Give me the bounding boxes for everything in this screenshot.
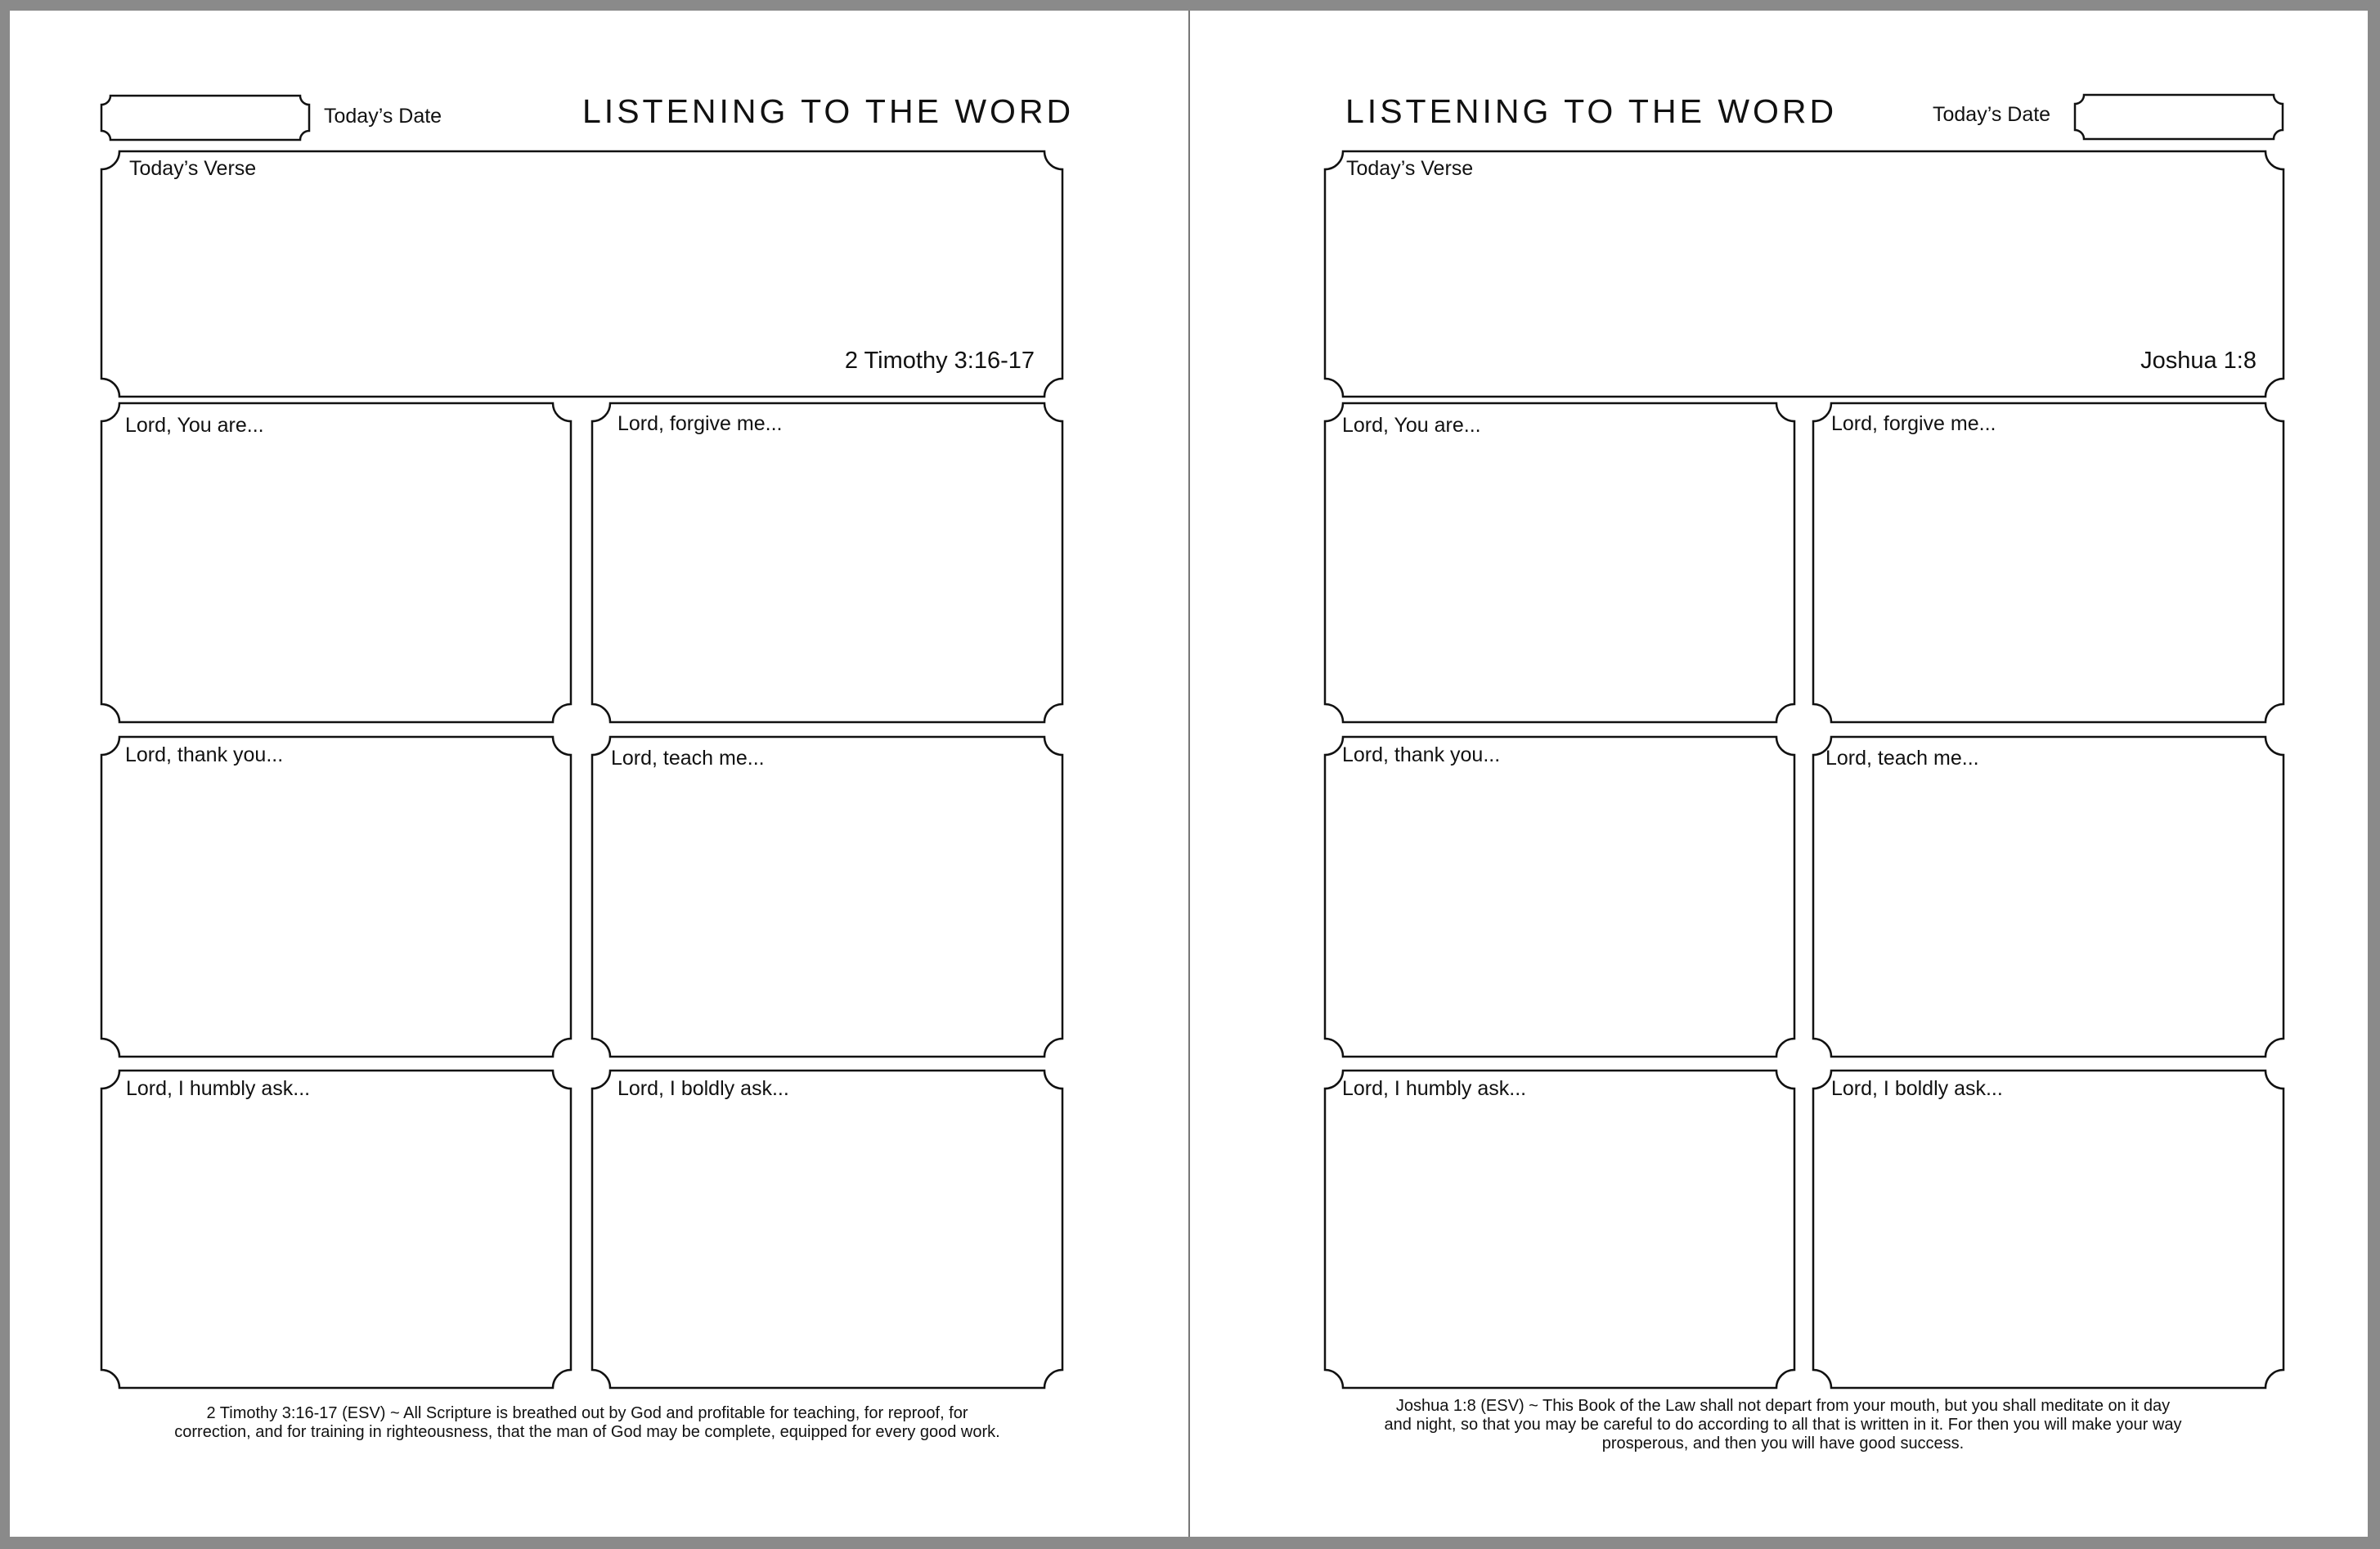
left-page	[10, 11, 1188, 1537]
prompt-box-outline	[1325, 737, 1794, 1057]
scripture-footer	[92, 1404, 1083, 1442]
prompt-box-outline	[101, 1071, 571, 1388]
date-field[interactable]	[2075, 93, 2283, 137]
prompt-forgive-me: Lord, forgive me...	[617, 412, 783, 435]
date-label: Today’s Date	[324, 105, 442, 128]
prompt-forgive-me: Lord, forgive me...	[1831, 412, 1996, 435]
prompt-box-outline	[1325, 403, 1794, 722]
prompt-humbly-ask: Lord, I humbly ask...	[126, 1077, 311, 1100]
prompt-box-outline	[1813, 737, 2283, 1057]
left-frames	[10, 11, 1188, 1537]
scripture-footer	[1313, 1397, 2253, 1453]
page-title: LISTENING TO THE WORD	[582, 92, 1075, 130]
prompt-you-are: Lord, You are...	[1342, 414, 1481, 437]
prompt-thank-you: Lord, thank you...	[1342, 743, 1501, 766]
prompt-boldly-ask: Lord, I boldly ask...	[617, 1077, 789, 1100]
prompt-box-outline	[1813, 403, 2283, 722]
prompt-boldly-ask: Lord, I boldly ask...	[1831, 1077, 2003, 1100]
prompt-teach-me: Lord, teach me...	[1825, 747, 1979, 770]
footer-line: 2 Timothy 3:16-17 (ESV) ~ All Scripture is breathed out by God and profitable for teaching, for reproof, for	[206, 1404, 968, 1422]
prompt-box-outline	[101, 737, 571, 1057]
footer-line: prosperous, and then you will have good success.	[1601, 1435, 1965, 1452]
date-label: Today’s Date	[1933, 103, 2051, 126]
verse-label: Today’s Verse	[1346, 157, 1474, 180]
footer-line: Joshua 1:8 (ESV) ~ This Book of the Law shall not depart from your mouth, but you shall meditate on it day	[1395, 1397, 2171, 1415]
prompt-box-outline	[1325, 1071, 1794, 1388]
verse-reference: Joshua 1:8	[2140, 348, 2257, 374]
prompt-box-outline	[592, 403, 1062, 722]
prompt-box-outline	[592, 1071, 1062, 1388]
prompt-box-outline	[1813, 1071, 2283, 1388]
verse-label: Today’s Verse	[129, 157, 257, 180]
prompt-teach-me: Lord, teach me...	[611, 747, 765, 770]
prompt-box-outline	[101, 403, 571, 722]
page-title: LISTENING TO THE WORD	[1345, 92, 1838, 130]
verse-reference: 2 Timothy 3:16-17	[844, 348, 1035, 374]
date-field[interactable]	[101, 94, 309, 138]
journal-spread	[10, 11, 2368, 1537]
prompt-thank-you: Lord, thank you...	[125, 743, 284, 766]
prompt-box-outline	[592, 737, 1062, 1057]
prompt-you-are: Lord, You are...	[125, 414, 264, 437]
right-page	[1190, 11, 2368, 1537]
right-frames	[1190, 11, 2368, 1537]
footer-line: correction, and for training in righteousness, that the man of God may be complete, equipped for every good work.	[174, 1423, 1000, 1441]
prompt-humbly-ask: Lord, I humbly ask...	[1342, 1077, 1527, 1100]
footer-line: and night, so that you may be careful to do according to all that is written in it. For then you will make your way	[1384, 1416, 2182, 1434]
